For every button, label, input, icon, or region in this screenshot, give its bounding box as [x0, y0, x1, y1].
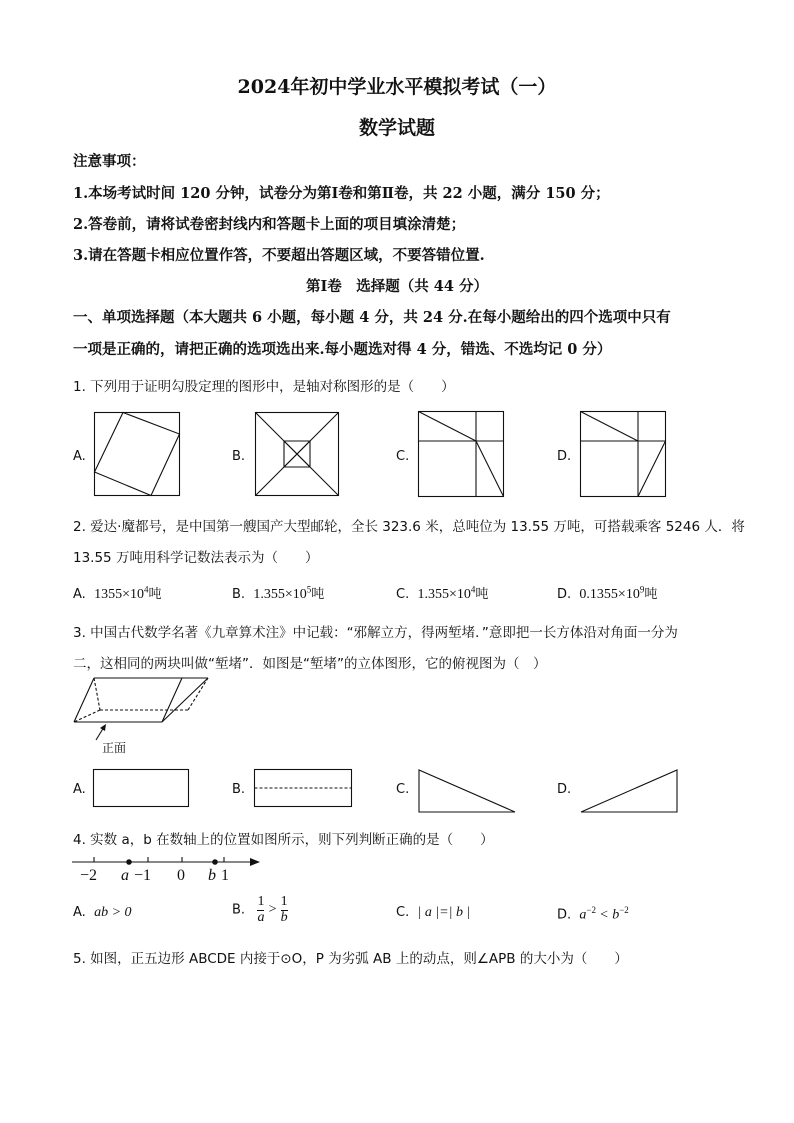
number-line	[72, 854, 262, 868]
q4-option-b: B. $\frac{1}{a}$ > $\frac{1}{b}$	[232, 894, 288, 925]
tick-label-0: 0	[177, 867, 185, 884]
point-b-label: b	[208, 867, 216, 884]
q3-option-a-label: A.	[73, 782, 86, 797]
front-view-label: 正面	[102, 741, 127, 755]
q3-option-c-label: C.	[396, 782, 410, 797]
q3-figure-d	[580, 769, 678, 813]
exam-subtitle: 数学试题	[358, 117, 435, 139]
notice-heading: 注意事项：	[73, 153, 146, 170]
q3-figure-b	[254, 769, 352, 807]
q3-option-b-label: B.	[232, 782, 246, 797]
q1-option-b-label: B.	[232, 449, 246, 464]
exam-title: 2024年初中学业水平模拟考试（一）	[237, 76, 557, 98]
question-3-line1: 3. 中国古代数学名著《九章算术注》中记载：“邪解立方，得两堑堵．”意即把一长方体沿对角面一分为	[73, 625, 678, 641]
q1-option-a-label: A.	[73, 449, 86, 464]
q2-option-b: B. $1.355\times 10^5$吨	[232, 584, 325, 602]
point-a-dot	[126, 859, 132, 865]
q3-figure-c	[418, 769, 516, 813]
q1-figure-c	[418, 411, 504, 497]
question-2-line2: 13.55 万吨用科学记数法表示为（ ）	[73, 550, 319, 566]
qiandu-solid-figure	[72, 676, 212, 738]
q1-figure-a	[94, 412, 180, 496]
question-3-line2: 二，这相同的两块叫做“堑堵”．如图是“堑堵”的立体图形，它的俯视图为（ ）	[73, 656, 547, 672]
point-a-label: a	[121, 867, 129, 884]
tick-label-minus-1: −1	[134, 867, 152, 884]
section-heading: 第Ⅰ卷 选择题（共 44 分）	[305, 278, 489, 295]
notice-item-1: 1.本场考试时间 120 分钟，试卷分为第Ⅰ卷和第Ⅱ卷，共 22 小题，满分 150 分；	[73, 185, 610, 202]
q2-option-d: D. $0.1355\times 10^9$吨	[557, 584, 658, 602]
q1-option-d-label: D.	[557, 449, 572, 464]
q1-option-c-label: C.	[396, 449, 410, 464]
q2-option-c: C. $1.355\times 10^4$吨	[396, 584, 489, 602]
point-b-dot	[212, 859, 218, 865]
q4-option-d: D. $a^{-2} < b^{-2}$	[557, 905, 629, 923]
notice-item-2: 2.答卷前，请将试卷密封线内和答题卡上面的项目填涂清楚；	[73, 216, 466, 233]
tick-label-minus-2: −2	[80, 867, 98, 884]
q3-figure-a	[93, 769, 189, 807]
q2-option-a: A. $1355\times 10^4$吨	[73, 584, 162, 602]
q1-figure-b	[255, 412, 339, 496]
part-instructions-line1: 一、单项选择题（本大题共 6 小题，每小题 4 分，共 24 分.在每小题给出的四个选项中只有	[73, 309, 671, 326]
question-4-text: 4. 实数 a，b 在数轴上的位置如图所示，则下列判断正确的是（ ）	[73, 832, 494, 848]
tick-label-1: 1	[221, 867, 229, 884]
q4-option-c: C. | a |=| b |	[396, 905, 471, 920]
notice-item-3: 3.请在答题卡相应位置作答，不要超出答题区域，不要答错位置.	[73, 247, 485, 264]
question-1-text: 1. 下列用于证明勾股定理的图形中，是轴对称图形的是（ ）	[73, 379, 455, 395]
question-2-line1: 2. 爱达·魔都号，是中国第一艘国产大型邮轮，全长 323.6 米，总吨位为 13.55 万吨，可搭载乘客 5246 人．将	[73, 519, 745, 535]
q4-option-a: A. ab > 0	[73, 905, 132, 920]
question-5-text: 5. 如图，正五边形 ABCDE 内接于⊙O，P 为劣弧 AB 上的动点，则∠APB 的大小为（ ）	[73, 951, 628, 967]
q1-figure-d	[580, 411, 666, 497]
q3-option-d-label: D.	[557, 782, 572, 797]
part-instructions-line2: 一项是正确的，请把正确的选项选出来.每小题选对得 4 分，错选、不选均记 0 分）	[73, 341, 612, 358]
